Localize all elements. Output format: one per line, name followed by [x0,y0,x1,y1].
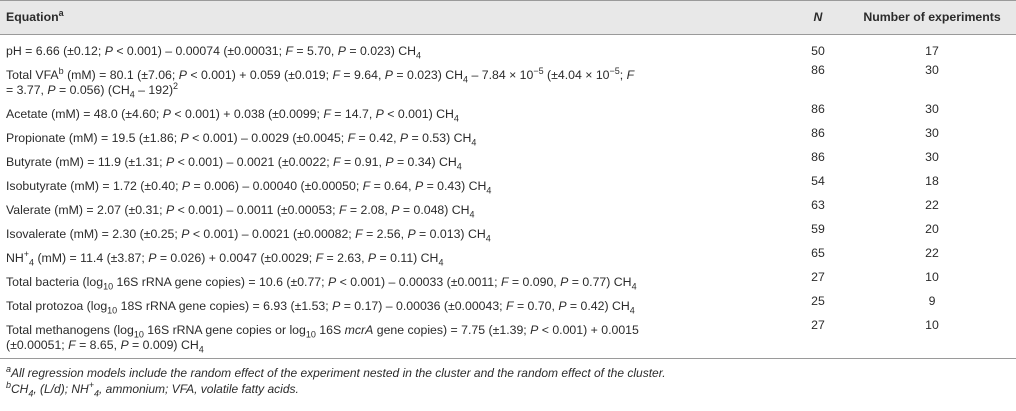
table-row [0,270,1016,294]
equation-cell: Acetate (mM) = 48.0 (±4.60; P < 0.001) + 0.038 (±0.0099; F = 14.7, P < 0.001) $CH_4$ [6,107,459,124]
table-row [0,246,1016,270]
experiments-cell: 18 [925,174,939,188]
table-row [0,35,1016,64]
equation-cell: pH = 6.66 (±0.12; P < 0.001) – 0.00074 (±0.00031; F = 5.70, P = 0.023) $CH_4$ [6,44,422,61]
equation-cell: Isovalerate (mM) = 2.30 (±0.25; P < 0.001) – 0.0021 (±0.00082; F = 2.56, P = 0.013) $CH_4$ [6,227,491,244]
experiments-cell: 17 [925,44,939,58]
table-footnotes [0,365,1016,397]
header-n: N [788,1,848,35]
table-row [0,294,1016,318]
experiments-cell: 30 [925,63,939,77]
experiments-cell: 20 [925,222,939,236]
table-row [0,102,1016,126]
experiments-cell: 10 [925,318,939,332]
n-cell: 86 [811,102,825,116]
equation-cell: Butyrate (mM) = 11.9 (±1.31; P < 0.001) – 0.0021 (±0.0022; F = 0.91, P = 0.34) $CH_4$ [6,155,462,172]
equation-cell: Total VFA$^b$ (mM) = 80.1 (±7.06; P < 0.001) + 0.059 (±0.019; F = 9.64, P = 0.023) $CH_4 - 7.84 \times 10^{-5}$ ($\pm 4.04 \times 10^{-5}$; F = 3.77, P = 0.056) $(CH_4 - 192)^2$ [6,65,635,100]
experiments-cell: 22 [925,198,939,212]
table-row [0,198,1016,222]
equation-cell: Valerate (mM) = 2.07 (±0.31; P < 0.001) – 0.0011 (±0.00053; F = 2.08, P = 0.048) $CH_4$ [6,203,475,220]
header-experiments: Number of experiments [848,1,1016,35]
experiments-cell: 22 [925,246,939,260]
table-row [0,126,1016,150]
experiments-cell: 9 [928,294,936,308]
equation-cell: Propionate (mM) = 19.5 (±1.86; P < 0.001) – 0.0029 (±0.0045; F = 0.42, P = 0.53) $CH_4$ [6,131,477,148]
n-cell: 63 [811,198,825,212]
table-row [0,318,1016,359]
table-row [0,174,1016,198]
n-cell: 86 [811,150,825,164]
n-cell: 27 [811,270,825,284]
experiments-cell: 10 [925,270,939,284]
n-cell: 86 [811,63,825,77]
header-equation [0,1,788,35]
footnote-a: $^a$All regression models include the random effect of the experiment nested in the cluster and the random effect of the cluster. [6,364,666,380]
header-equation-label: Equation [6,10,59,24]
equation-cell: $NH^+_4$ (mM) = 11.4 (±3.87; P = 0.026) + 0.0047 (±0.0029; F = 2.63, P = 0.11) $CH_4$ [6,248,444,268]
equation-cell: Total protozoa ($\log_{10}$ 18S rRNA gene copies) = 6.93 (±1.53; P = 0.17) – 0.00036 (±0.00043; F = 0.70, P = 0.42) $CH_4$ [6,299,635,316]
table-row [0,222,1016,246]
n-cell: 50 [811,44,825,58]
n-cell: 27 [811,318,825,332]
n-cell: 65 [811,246,825,260]
n-cell: 86 [811,126,825,140]
equation-cell: Total methanogens ($\log_{10}$ 16S rRNA gene copies or $\log_{10} 16S$ mcrA gene copies) = 7.75 (±1.39; P < 0.001) + 0.0015 (±0.00051; F = 8.65, P = 0.009) $CH_4$ [6,323,639,355]
table-header-row [0,1,1016,35]
table-row [0,150,1016,174]
footnote-b: $^bCH_4$, (L/d); $NH^+_4$, ammonium; VFA, volatile fatty acids. [6,380,299,399]
header-equation-footnote-mark: a [58,7,64,18]
n-cell: 25 [811,294,825,308]
equation-cell: Total bacteria ($\log_{10}$ 16S rRNA gene copies) = 10.6 (±0.77; P < 0.001) – 0.00033 (±0.0011; F = 0.090, P = 0.77) $CH_4$ [6,275,637,292]
equation-cell: Isobutyrate (mM) = 1.72 (±0.40; P = 0.006) – 0.00040 (±0.00050; F = 0.64, P = 0.43) $CH_4$ [6,179,492,196]
experiments-cell: 30 [925,150,939,164]
experiments-cell: 30 [925,102,939,116]
experiments-cell: 30 [925,126,939,140]
table-row [0,63,1016,102]
n-cell: 54 [811,174,825,188]
n-cell: 59 [811,222,825,236]
